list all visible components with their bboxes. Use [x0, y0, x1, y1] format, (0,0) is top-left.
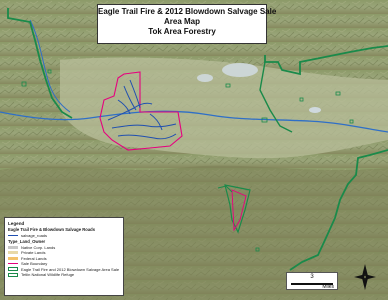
north-arrow-icon — [352, 262, 378, 292]
legend-swatch — [8, 246, 18, 249]
legend-items — [8, 245, 120, 278]
legend-label: Federal Lands — [21, 255, 47, 261]
legend-swatch — [8, 251, 18, 254]
road-swatch — [8, 235, 18, 236]
map-subtitle: Area Map — [163, 17, 200, 26]
legend-item — [8, 272, 120, 278]
map-title-box — [97, 4, 277, 44]
scale-bar — [286, 272, 338, 290]
scale-unit: Miles — [322, 284, 334, 290]
legend-group-title: Eagle Trail Fire & Blowdown Salvage Roads — [8, 227, 96, 232]
legend-label: Sale Boundary — [21, 261, 48, 267]
legend-swatch — [8, 257, 18, 260]
scale-value: 3 — [310, 274, 314, 280]
legend-land-title: Type_Land_Owner — [8, 238, 46, 244]
legend-swatch — [8, 267, 18, 271]
lake — [197, 74, 213, 82]
map-office: Tok Area Forestry — [148, 27, 216, 36]
lake — [222, 63, 258, 77]
legend-label: Private Lands — [21, 250, 46, 256]
legend — [4, 217, 124, 296]
legend-label: Tetlin National Wildlife Refuge — [21, 272, 75, 278]
map-title: Eagle Trail Fire & 2012 Blowdown Salvage Sale — [98, 7, 277, 16]
legend-label: Native Corp. Lands — [21, 244, 56, 250]
legend-heading: Legend — [8, 221, 25, 226]
legend-label: Eagle Trail Fire and 2012 Blowdown Salvage Area Sale — [21, 266, 120, 272]
lake — [309, 107, 321, 113]
legend-swatch — [8, 273, 18, 277]
legend-item — [8, 267, 120, 273]
legend-label: salvage_roads — [21, 233, 48, 239]
legend-swatch — [8, 263, 18, 264]
